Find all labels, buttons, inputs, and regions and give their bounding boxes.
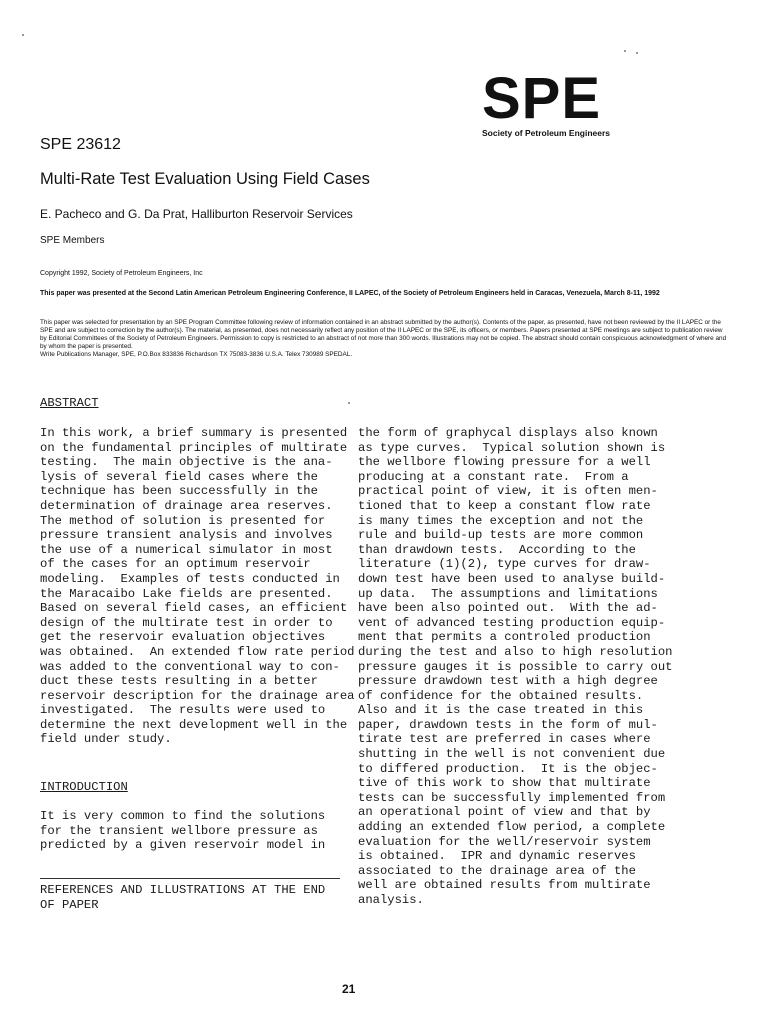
presentation-note: This paper was presented at the Second Latin American Petroleum Engineering Conference, II LAPEC, of the Society of Petroleum Engineers held in Caracas, Venezuela, March 8-11, 1992: [40, 290, 660, 297]
spe-logo: SPE: [482, 66, 602, 131]
paper-title: Multi-Rate Test Evaluation Using Field Cases: [40, 170, 370, 188]
scan-speck: [636, 52, 638, 54]
abstract-heading: ABSTRACT: [40, 396, 99, 410]
right-column-text: the form of graphycal displays also known as type curves. Typical solution shown is the wellbore flowing pressure for a well producing at a constant rate. From a practical point of view, it is often men- tioned that to keep a constant flow rate is many times the exception and not the rule and build-up tests are more common than drawdown tests. According to the literature (1)(2), type curves for draw- down test have been used to analyse build- up data. The assumptions and limitations have been also pointed out. With the ad- vent of advanced testing production equip- ment that permits a controled production during the test and also to high resolution pressure gauges it is possible to carry out pressure drawdown test with a high degree of confidence for the obtained results. Also and it is the case treated in this paper, drawdown tests in the form of mul- tirate test are preferred in cases where shutting in the well is not convenient due to differed production. It is the objec- tive of this work to show that multirate tests can be successfully implemented from an operational point of view and that by adding an extended flow period, a complete evaluation for the well/reservoir system is obtained. IPR and dynamic reserves associated to the drainage area of the well are obtained results from multirate analysis.: [358, 426, 673, 907]
society-name: Society of Petroleum Engineers: [482, 128, 611, 138]
references-note: REFERENCES AND ILLUSTRATIONS AT THE END OF PAPER: [40, 883, 326, 912]
scan-speck: [22, 34, 24, 36]
publication-notice: This paper was selected for presentation by an SPE Program Committee following review of information contained in an abstract submitted by the author(s). Contents of the paper, as presented, have not been reviewed by the II LAPEC or the SPE and are subject to correction by the author(s). The material, as presented, does not necessarily reflect any position of the II LAPEC or the SPE, its officers, or members. Papers presented at SPE meetings are subject to publication review by Editorial Committees of the Society of Petroleum Engineers. Permission to copy is restricted to an abstract of not more than 300 words. Illustrations may not be copied. The abstract should contain conspicuous acknowledgment of where and by whom the paper is presented. Write Publications Manager, SPE, P.O.Box 833836 Richardson TX 75083-3836 U.S.A. Telex 730989 SPEDAL.: [40, 319, 727, 359]
spe-members: SPE Members: [40, 235, 105, 246]
scan-speck: [624, 50, 626, 52]
abstract-text: In this work, a brief summary is presented on the fundamental principles of multirate testing. The main objective is the ana- lysis of several field cases where the technique has been successfully in the determination of drainage area reserves. The method of solution is presented for pressure transient analysis and involves the use of a numerical simulator in most of the cases for an optimum reservoir modeling. Examples of tests conducted in the Maracaibo Lake fields are presented. Based on several field cases, an efficient design of the multirate test in order to get the reservoir evaluation objectives was obtained. An extended flow rate period was added to the conventional way to con- duct these tests resulting in a better reservoir description for the drainage area investigated. The results were used to determine the next development well in the field under study.: [40, 426, 355, 747]
paper-id: SPE 23612: [40, 136, 121, 153]
scan-speck: [348, 402, 350, 404]
introduction-text: It is very common to find the solutions for the transient wellbore pressure as predicted by a given reservoir model in: [40, 809, 326, 853]
footnote-rule: [40, 878, 340, 879]
copyright-line: Copyright 1992, Society of Petroleum Engineers, Inc: [40, 270, 203, 277]
introduction-heading: INTRODUCTION: [40, 780, 128, 794]
authors: E. Pacheco and G. Da Prat, Halliburton Reservoir Services: [40, 207, 353, 221]
page-number: 21: [342, 982, 356, 996]
